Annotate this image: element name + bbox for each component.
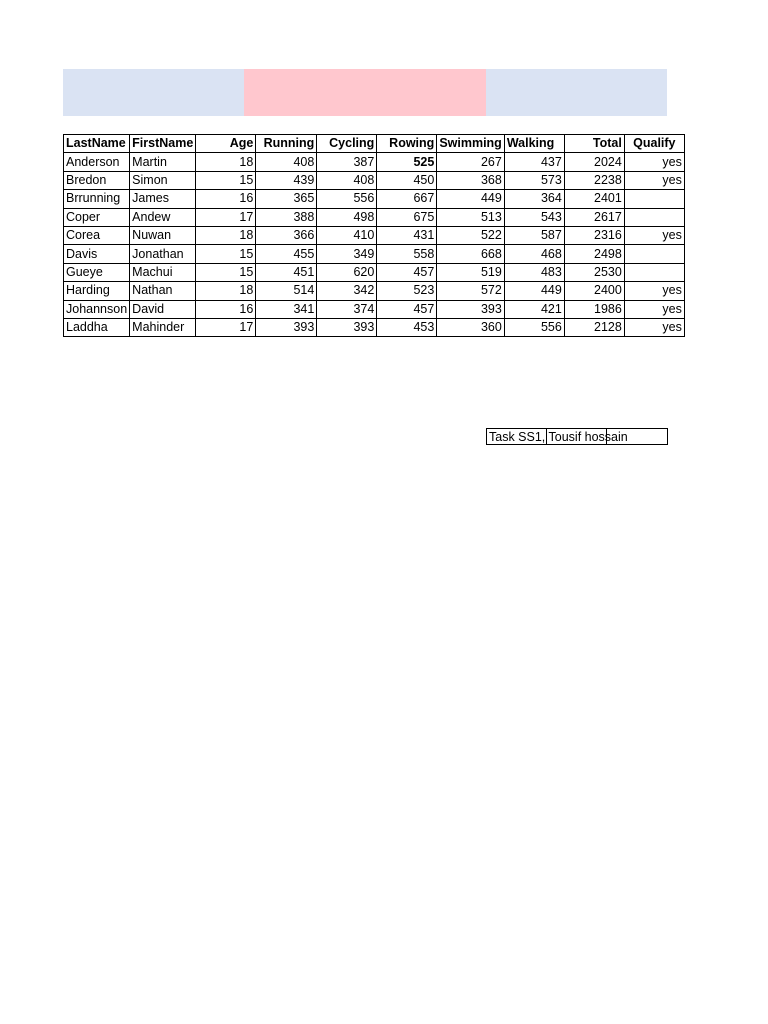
table-row bbox=[64, 263, 685, 281]
results-table bbox=[63, 134, 685, 337]
table-row bbox=[64, 318, 685, 336]
cell-lastname[interactable]: Harding bbox=[64, 282, 130, 300]
cell-swimming[interactable]: 393 bbox=[437, 300, 505, 318]
cell-qualify[interactable]: yes bbox=[624, 226, 684, 244]
cell-running[interactable]: 408 bbox=[256, 153, 317, 171]
cell-firstname[interactable]: James bbox=[130, 190, 196, 208]
cell-swimming[interactable]: 519 bbox=[437, 263, 505, 281]
cell-lastname[interactable]: Corea bbox=[64, 226, 130, 244]
cell-walking[interactable]: 543 bbox=[504, 208, 564, 226]
table-row bbox=[64, 208, 685, 226]
cell-swimming[interactable]: 449 bbox=[437, 190, 505, 208]
header-banner-left bbox=[63, 69, 244, 116]
task-empty-cell[interactable] bbox=[607, 428, 668, 445]
cell-total[interactable]: 2316 bbox=[564, 226, 624, 244]
cell-walking[interactable]: 556 bbox=[504, 318, 564, 336]
cell-running[interactable]: 366 bbox=[256, 226, 317, 244]
cell-lastname[interactable]: Davis bbox=[64, 245, 130, 263]
task-label[interactable]: Task SS1, Tousif hossain bbox=[486, 428, 547, 445]
cell-cycling[interactable]: 387 bbox=[317, 153, 377, 171]
cell-running[interactable]: 388 bbox=[256, 208, 317, 226]
header-cell-walking[interactable]: Walking bbox=[504, 135, 564, 153]
cell-qualify[interactable]: yes bbox=[624, 153, 684, 171]
task-label-box bbox=[486, 428, 668, 445]
cell-running[interactable]: 514 bbox=[256, 282, 317, 300]
header-banner-middle bbox=[244, 69, 486, 116]
cell-firstname[interactable]: Mahinder bbox=[130, 318, 196, 336]
cell-total[interactable]: 2238 bbox=[564, 171, 624, 189]
cell-running[interactable]: 455 bbox=[256, 245, 317, 263]
cell-age[interactable]: 16 bbox=[196, 190, 256, 208]
cell-firstname[interactable]: Jonathan bbox=[130, 245, 196, 263]
cell-swimming[interactable]: 267 bbox=[437, 153, 505, 171]
cell-rowing[interactable]: 457 bbox=[377, 300, 437, 318]
cell-walking[interactable]: 587 bbox=[504, 226, 564, 244]
cell-swimming[interactable]: 668 bbox=[437, 245, 505, 263]
cell-firstname[interactable]: David bbox=[130, 300, 196, 318]
cell-swimming[interactable]: 368 bbox=[437, 171, 505, 189]
cell-rowing[interactable]: 523 bbox=[377, 282, 437, 300]
table-header-row bbox=[64, 135, 685, 153]
cell-lastname[interactable]: Coper bbox=[64, 208, 130, 226]
table-row bbox=[64, 282, 685, 300]
cell-age[interactable]: 15 bbox=[196, 245, 256, 263]
header-cell-age[interactable]: Age bbox=[196, 135, 256, 153]
cell-qualify[interactable]: yes bbox=[624, 282, 684, 300]
cell-total[interactable]: 1986 bbox=[564, 300, 624, 318]
header-cell-running[interactable]: Running bbox=[256, 135, 317, 153]
cell-lastname[interactable]: Johannson bbox=[64, 300, 130, 318]
cell-total[interactable]: 2498 bbox=[564, 245, 624, 263]
cell-cycling[interactable]: 342 bbox=[317, 282, 377, 300]
cell-running[interactable]: 365 bbox=[256, 190, 317, 208]
cell-rowing[interactable]: 431 bbox=[377, 226, 437, 244]
cell-lastname[interactable]: Gueye bbox=[64, 263, 130, 281]
cell-firstname[interactable]: Simon bbox=[130, 171, 196, 189]
cell-rowing[interactable]: 525 bbox=[377, 153, 437, 171]
task-empty-cell[interactable] bbox=[547, 428, 607, 445]
cell-age[interactable]: 18 bbox=[196, 153, 256, 171]
cell-rowing[interactable]: 667 bbox=[377, 190, 437, 208]
cell-rowing[interactable]: 675 bbox=[377, 208, 437, 226]
cell-age[interactable]: 15 bbox=[196, 263, 256, 281]
header-cell-rowing[interactable]: Rowing bbox=[377, 135, 437, 153]
cell-qualify[interactable] bbox=[624, 263, 684, 281]
table-row bbox=[64, 153, 685, 171]
header-cell-swimming[interactable]: Swimming bbox=[437, 135, 505, 153]
cell-rowing[interactable]: 558 bbox=[377, 245, 437, 263]
cell-lastname[interactable]: Brrunning bbox=[64, 190, 130, 208]
cell-cycling[interactable]: 556 bbox=[317, 190, 377, 208]
cell-age[interactable]: 17 bbox=[196, 318, 256, 336]
cell-running[interactable]: 341 bbox=[256, 300, 317, 318]
cell-qualify[interactable] bbox=[624, 190, 684, 208]
cell-swimming[interactable]: 513 bbox=[437, 208, 505, 226]
table-row bbox=[64, 171, 685, 189]
cell-total[interactable]: 2401 bbox=[564, 190, 624, 208]
table-row bbox=[64, 226, 685, 244]
cell-swimming[interactable]: 522 bbox=[437, 226, 505, 244]
cell-running[interactable]: 393 bbox=[256, 318, 317, 336]
cell-cycling[interactable]: 374 bbox=[317, 300, 377, 318]
cell-qualify[interactable]: yes bbox=[624, 300, 684, 318]
cell-walking[interactable]: 364 bbox=[504, 190, 564, 208]
cell-running[interactable]: 439 bbox=[256, 171, 317, 189]
cell-swimming[interactable]: 360 bbox=[437, 318, 505, 336]
cell-total[interactable]: 2128 bbox=[564, 318, 624, 336]
cell-qualify[interactable]: yes bbox=[624, 318, 684, 336]
cell-lastname[interactable]: Laddha bbox=[64, 318, 130, 336]
cell-lastname[interactable]: Bredon bbox=[64, 171, 130, 189]
cell-qualify[interactable]: yes bbox=[624, 171, 684, 189]
cell-rowing[interactable]: 450 bbox=[377, 171, 437, 189]
cell-walking[interactable]: 483 bbox=[504, 263, 564, 281]
cell-walking[interactable]: 573 bbox=[504, 171, 564, 189]
cell-firstname[interactable]: Martin bbox=[130, 153, 196, 171]
cell-cycling[interactable]: 349 bbox=[317, 245, 377, 263]
cell-firstname[interactable]: Nuwan bbox=[130, 226, 196, 244]
header-cell-cycling[interactable]: Cycling bbox=[317, 135, 377, 153]
cell-running[interactable]: 451 bbox=[256, 263, 317, 281]
cell-walking[interactable]: 449 bbox=[504, 282, 564, 300]
cell-walking[interactable]: 421 bbox=[504, 300, 564, 318]
cell-total[interactable]: 2617 bbox=[564, 208, 624, 226]
cell-qualify[interactable] bbox=[624, 245, 684, 263]
header-cell-lastname[interactable]: LastName bbox=[64, 135, 130, 153]
cell-total[interactable]: 2530 bbox=[564, 263, 624, 281]
cell-cycling[interactable]: 498 bbox=[317, 208, 377, 226]
cell-firstname[interactable]: Andew bbox=[130, 208, 196, 226]
cell-cycling[interactable]: 393 bbox=[317, 318, 377, 336]
table-row bbox=[64, 190, 685, 208]
header-banner-right bbox=[486, 69, 667, 116]
cell-qualify[interactable] bbox=[624, 208, 684, 226]
cell-cycling[interactable]: 408 bbox=[317, 171, 377, 189]
cell-rowing[interactable]: 453 bbox=[377, 318, 437, 336]
cell-age[interactable]: 15 bbox=[196, 171, 256, 189]
header-cell-qualify[interactable]: Qualify bbox=[624, 135, 684, 153]
cell-walking[interactable]: 437 bbox=[504, 153, 564, 171]
cell-firstname[interactable]: Machui bbox=[130, 263, 196, 281]
table-row bbox=[64, 300, 685, 318]
header-cell-total[interactable]: Total bbox=[564, 135, 624, 153]
header-cell-firstname[interactable]: FirstName bbox=[130, 135, 196, 153]
cell-lastname[interactable]: Anderson bbox=[64, 153, 130, 171]
cell-walking[interactable]: 468 bbox=[504, 245, 564, 263]
cell-age[interactable]: 18 bbox=[196, 282, 256, 300]
cell-age[interactable]: 17 bbox=[196, 208, 256, 226]
cell-cycling[interactable]: 410 bbox=[317, 226, 377, 244]
cell-swimming[interactable]: 572 bbox=[437, 282, 505, 300]
cell-age[interactable]: 18 bbox=[196, 226, 256, 244]
table-row bbox=[64, 245, 685, 263]
cell-total[interactable]: 2024 bbox=[564, 153, 624, 171]
cell-rowing[interactable]: 457 bbox=[377, 263, 437, 281]
cell-age[interactable]: 16 bbox=[196, 300, 256, 318]
cell-total[interactable]: 2400 bbox=[564, 282, 624, 300]
cell-firstname[interactable]: Nathan bbox=[130, 282, 196, 300]
cell-cycling[interactable]: 620 bbox=[317, 263, 377, 281]
